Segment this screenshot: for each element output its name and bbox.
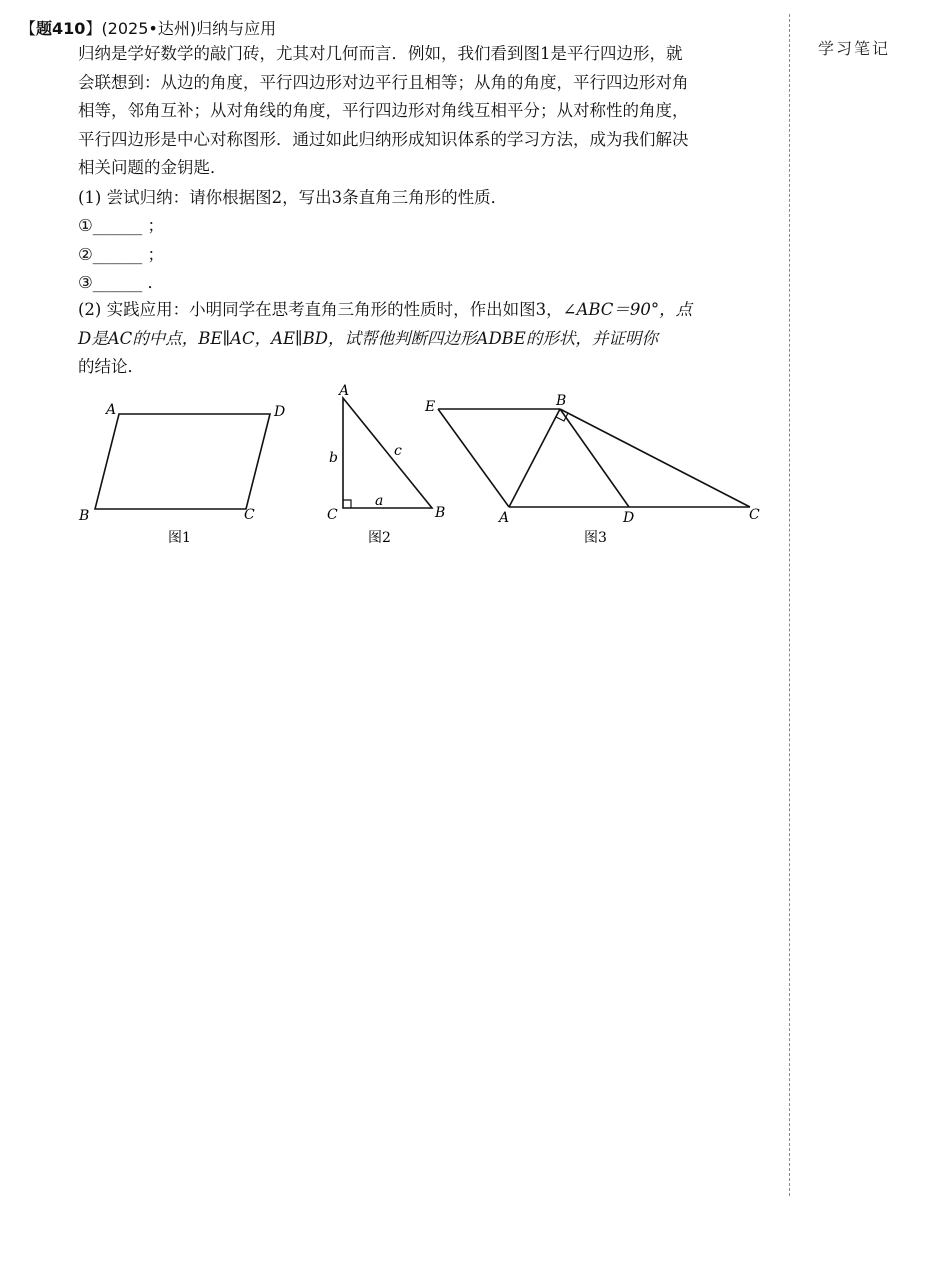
parallelogram <box>95 414 270 509</box>
intro-line: 会联想到：从边的角度，平行四边形对边平行且相等；从角的角度，平行四边形对角 <box>78 72 689 92</box>
fig2-label-A: A <box>339 383 350 399</box>
part1-answers <box>78 212 778 298</box>
part1-prompt: (1) 尝试归纳：请你根据图2，写出3条直角三角形的性质． <box>78 188 508 207</box>
fig2-caption: 图2 <box>368 530 391 546</box>
answer-blank[interactable]: ______ <box>92 216 143 235</box>
fig2-label-a: a <box>375 493 384 509</box>
header-bracket-open: 【 <box>20 19 37 38</box>
part2-line-2: D是AC的中点，BE∥AC，AE∥BD，试帮他判断四边形ADBE的形状，并证明你 <box>78 328 658 348</box>
figure-1 <box>78 402 285 546</box>
segment-BC <box>560 409 750 507</box>
answer-marker: ③ <box>78 273 93 292</box>
fig2-label-B: B <box>435 505 446 521</box>
intro-line: 相等，邻角互补；从对角线的角度，平行四边形对角线互相平分；从对称性的角度， <box>78 101 689 120</box>
notes-title: 学习笔记 <box>818 39 891 58</box>
fig1-label-B: B <box>79 508 90 524</box>
segment-BD <box>560 409 629 507</box>
fig3-label-E: E <box>425 399 436 415</box>
fig2-label-C: C <box>327 507 338 523</box>
notes-divider <box>789 14 790 1196</box>
answer-marker: ① <box>78 216 93 235</box>
problem-title: 归纳与应用 <box>196 19 277 38</box>
part2-line-3: 的结论． <box>78 357 144 376</box>
segment-EA <box>438 409 509 507</box>
header-bracket-close: 】 <box>85 19 102 38</box>
fig3-label-B: B <box>556 393 567 409</box>
answer-end: ． <box>147 273 165 292</box>
problem-header <box>20 16 276 39</box>
intro-paragraph <box>78 40 778 183</box>
right-triangle <box>343 398 432 508</box>
fig3-label-C: C <box>749 507 760 523</box>
answer-line-2 <box>78 241 778 270</box>
fig1-label-A: A <box>106 402 117 418</box>
answer-end: ； <box>147 244 165 264</box>
intro-line: 归纳是学好数学的敲门砖，尤其对几何而言．例如，我们看到图1是平行四边形，就 <box>78 44 683 63</box>
part2-line-1 <box>78 296 778 325</box>
answer-blank[interactable]: ______ <box>92 273 143 292</box>
fig3-label-A: A <box>499 510 510 526</box>
fig1-label-C: C <box>244 507 255 523</box>
answer-line-1 <box>78 212 778 241</box>
answer-line-3 <box>78 269 778 298</box>
figures <box>0 380 790 560</box>
intro-line: 相关问题的金钥匙． <box>78 158 227 177</box>
answer-blank[interactable]: ______ <box>92 244 143 264</box>
fig3-label-D: D <box>623 510 635 526</box>
fig2-label-b: b <box>329 450 338 466</box>
intro-line: 平行四边形是中心对称图形．通过如此归纳形成知识体系的学习方法，成为我们解决 <box>78 129 689 149</box>
part2-angle: ∠ABC＝90°，点 <box>562 300 693 319</box>
problem-source: (2025•达州) <box>101 19 197 38</box>
fig1-label-D: D <box>274 404 286 420</box>
fig3-caption: 图3 <box>584 530 607 546</box>
answer-marker: ② <box>78 244 93 264</box>
part2-paragraph <box>78 296 778 382</box>
figure-3 <box>424 393 760 546</box>
right-angle-mark <box>343 500 351 508</box>
answer-end: ； <box>147 216 165 235</box>
part2-line-1a: (2) 实践应用：小明同学在思考直角三角形的性质时，作出如图3， <box>78 300 563 319</box>
segment-AB <box>509 409 560 507</box>
fig2-label-c: c <box>394 443 402 459</box>
problem-number: 题410 <box>36 19 86 38</box>
fig1-caption: 图1 <box>168 530 191 546</box>
